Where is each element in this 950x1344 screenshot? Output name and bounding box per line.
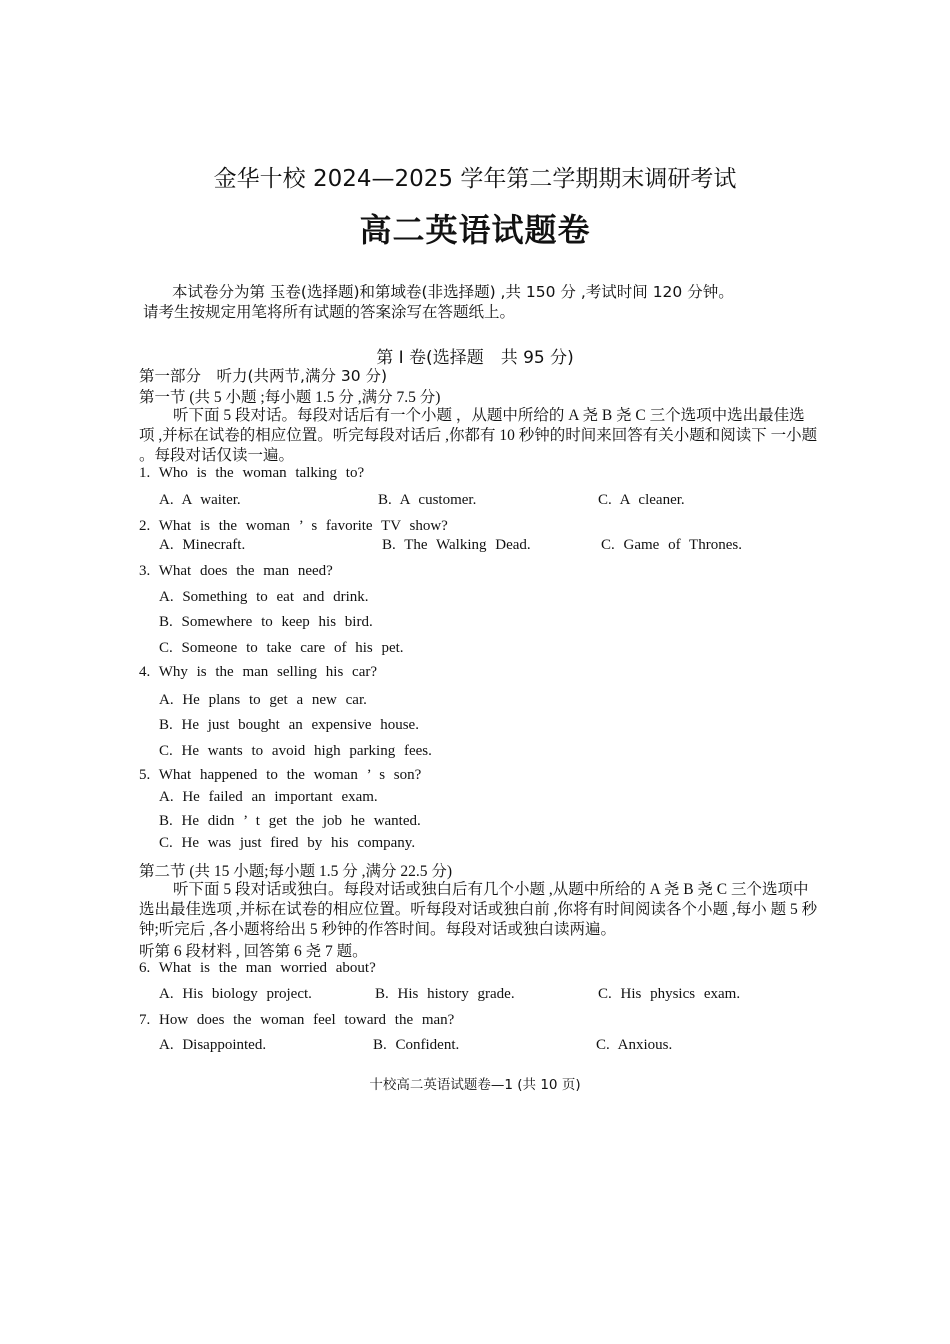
option-b: B. Confident. xyxy=(373,1037,460,1053)
paper-title: 高二英语试题卷 xyxy=(359,212,591,248)
option-c: C. He wants to avoid high parking fees. xyxy=(159,743,432,759)
section2-heading: 第二节 (共 15 小题;每小题 1.5 分 ,满分 22.5 分) xyxy=(139,863,453,880)
option-b: B. A customer. xyxy=(378,492,477,508)
option-a: A. He failed an important exam. xyxy=(159,789,378,805)
section1-instructions: 听下面 5 段对话。每段对话后有一个小题 ，从题中所给的 A 尧 B 尧 C 三个选项中选出最佳选 项 ,并标在试卷的相应位置。听完每段对话后 ,你都有 10 秒钟的时间来回答有关小题和阅读下 一小题 。每段对话仅读一遍。 xyxy=(139,407,818,464)
option-b: B. Somewhere to keep his bird. xyxy=(159,614,373,630)
question-stem: 4. Why is the man selling his car? xyxy=(139,664,378,680)
option-a: A. Something to eat and drink. xyxy=(159,589,369,605)
page-footer: 十校高二英语试题卷—1 (共 10 页) xyxy=(369,1077,581,1093)
option-c: C. His physics exam. xyxy=(598,986,741,1002)
intro-line-1: 本试卷分为第 玉卷(选择题)和第域卷(非选择题) ,共 150 分 ,考试时间 120 分钟。 xyxy=(172,283,734,301)
option-b: B. He just bought an expensive house. xyxy=(159,717,419,733)
option-c: C. He was just fired by his company. xyxy=(159,835,416,851)
question-stem: 1. Who is the woman talking to? xyxy=(139,465,365,481)
question-stem: 7. How does the woman feel toward the man? xyxy=(139,1012,455,1028)
question-stem: 2. What is the woman ’ s favorite TV show? xyxy=(139,518,448,534)
option-b: B. He didn ’ t get the job he wanted. xyxy=(159,813,421,829)
option-b: B. His history grade. xyxy=(375,986,515,1002)
part1-heading: 第一部分 听力(共两节,满分 30 分) xyxy=(139,367,388,385)
option-a: A. Disappointed. xyxy=(159,1037,267,1053)
question-stem: 6. What is the man worried about? xyxy=(139,960,376,976)
question-stem: 5. What happened to the woman ’ s son? xyxy=(139,767,422,783)
option-c: C. Anxious. xyxy=(596,1037,673,1053)
intro-line-2: 请考生按规定用笔将所有试题的答案涂写在答题纸上。 xyxy=(143,303,516,321)
section1-heading: 第一节 (共 5 小题 ;每小题 1.5 分 ,满分 7.5 分) xyxy=(139,389,441,406)
option-a: A. He plans to get a new car. xyxy=(159,692,367,708)
volume-heading: 第 Ⅰ 卷(选择题 共 95 分) xyxy=(376,348,574,368)
question-stem: 3. What does the man need? xyxy=(139,563,333,579)
option-a: A. Minecraft. xyxy=(159,537,246,553)
option-c: C. Game of Thrones. xyxy=(601,537,742,553)
material-note: 听第 6 段材料 , 回答第 6 尧 7 题。 xyxy=(139,943,368,960)
option-c: C. Someone to take care of his pet. xyxy=(159,640,404,656)
option-b: B. The Walking Dead. xyxy=(382,537,531,553)
section2-instructions: 听下面 5 段对话或独白。每段对话或独白后有几个小题 ,从题中所给的 A 尧 B 尧 C 三个选项中 选出最佳选项 ,并标在试卷的相应位置。听每段对话或独白前 ,你将有时间阅读各个小题 ,每小 题 5 秒钟;听完后 ,各小题将给出 5 秒钟的作答时间。每段对话或独白读两遍。 xyxy=(139,881,818,938)
option-a: A. His biology project. xyxy=(159,986,312,1002)
option-a: A. A waiter. xyxy=(159,492,241,508)
option-c: C. A cleaner. xyxy=(598,492,685,508)
school-title: 金华十校 2024—2025 学年第二学期期末调研考试 xyxy=(213,166,737,192)
